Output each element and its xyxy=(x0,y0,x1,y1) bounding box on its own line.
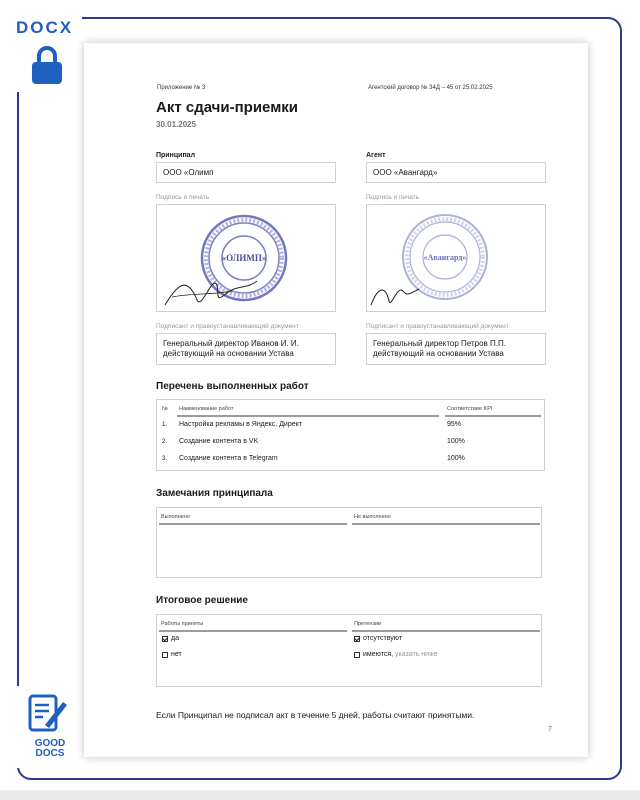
stamp-right-text: «Авангард» xyxy=(423,253,467,262)
decision-header-accepted: Работы приняты xyxy=(161,621,204,627)
page-number: 7 xyxy=(548,726,552,733)
remarks-section-title: Замечания принципала xyxy=(156,488,273,499)
works-row-2-kpi: 100% xyxy=(447,438,465,445)
document-title: Акт сдачи-приемки xyxy=(156,99,299,116)
works-row-3-num: 3. xyxy=(162,456,168,462)
works-row-2-num: 2. xyxy=(162,439,168,445)
signature-label-left: Подпись и печать xyxy=(156,194,210,201)
remarks-rule-done xyxy=(159,523,347,525)
works-header-num: № xyxy=(162,406,168,412)
footer-note: Если Принципал не подписал акт в течение 5 дней, работы считают принятыми. xyxy=(156,710,475,720)
accepted-yes-label: да xyxy=(171,635,179,642)
works-header-name: Наименование работ xyxy=(179,406,234,412)
docx-format-label: DOCX xyxy=(16,18,74,37)
stamp-avangard xyxy=(367,205,545,311)
lock-icon xyxy=(30,44,64,86)
brand-line-1: GOOD xyxy=(34,738,66,749)
works-row-1-num: 1. xyxy=(162,422,168,428)
bottom-strip xyxy=(0,790,640,800)
decision-header-claims: Претензии xyxy=(354,621,382,627)
signer-right-line-1: Генеральный директор Петров П.П. xyxy=(373,339,506,348)
remarks-rule-not-done xyxy=(352,523,540,525)
accepted-yes-checkbox[interactable] xyxy=(162,636,168,642)
works-row-1-kpi: 95% xyxy=(447,421,462,428)
remarks-header-not-done: Не выполнено xyxy=(354,514,391,520)
signature-box-right xyxy=(366,204,546,312)
principal-label: Принципал xyxy=(156,152,196,159)
stamp-olimp xyxy=(157,205,335,311)
works-row-1-name: Настройка рекламы в Яндекс. Директ xyxy=(179,421,302,428)
claims-none-checkbox[interactable] xyxy=(354,636,360,642)
brand-line-2: DOCS xyxy=(35,748,65,759)
document-date: 30.01.2025 xyxy=(156,120,197,129)
decision-rule-claims xyxy=(352,630,540,632)
claims-exist-hint: указать ниже xyxy=(395,651,438,658)
signer-field-left xyxy=(156,333,336,365)
works-header-rule-name xyxy=(177,415,439,417)
contract-reference: Агентский договор № 34Д – 45 от 25.02.2025 xyxy=(368,85,493,91)
decision-table xyxy=(156,614,542,687)
document-pen-icon xyxy=(27,692,69,734)
works-table xyxy=(156,399,545,471)
works-row-3-name: Создание контента в Telegram xyxy=(179,455,278,462)
decision-rule-accepted xyxy=(159,630,347,632)
stamp-left-text: «ОЛИМП» xyxy=(221,253,267,263)
principal-field: ООО «Олимп xyxy=(156,162,336,183)
signer-label-right: Подписант и правоустанавливающий документ xyxy=(366,323,509,330)
works-row-3-kpi: 100% xyxy=(447,455,465,462)
works-section-title: Перечень выполненных работ xyxy=(156,381,309,392)
decision-section-title: Итоговое решение xyxy=(156,595,248,606)
works-header-kpi: Соответствие KPI xyxy=(447,406,493,412)
accepted-no-label: нет xyxy=(171,651,182,658)
signature-label-right: Подпись и печать xyxy=(366,194,420,201)
agent-field: ООО «Авангард» xyxy=(366,162,546,183)
claims-exist-checkbox[interactable] xyxy=(354,652,360,658)
signer-right-line-2: действующий на основании Устава xyxy=(373,349,504,358)
signer-left-line-1: Генеральный директор Иванов И. И. xyxy=(163,339,299,348)
signer-field-right xyxy=(366,333,546,365)
remarks-header-done: Выполнено xyxy=(161,514,190,520)
appendix-label: Приложение № 3 xyxy=(157,85,206,91)
signature-box-left xyxy=(156,204,336,312)
works-row-2-name: Создание контента в VK xyxy=(179,438,259,445)
claims-none-label: отсутствуют xyxy=(363,635,403,642)
signer-label-left: Подписант и правоустанавливающий документ xyxy=(156,323,299,330)
brand-logo-text xyxy=(27,739,73,759)
claims-exist-label: имеются, xyxy=(363,651,394,658)
document-page xyxy=(84,43,588,757)
claims-exist-option xyxy=(363,651,438,658)
remarks-table xyxy=(156,507,542,578)
agent-label: Агент xyxy=(366,152,386,159)
signer-left-line-2: действующий на основании Устава xyxy=(163,349,294,358)
works-header-rule-kpi xyxy=(445,415,541,417)
accepted-no-checkbox[interactable] xyxy=(162,652,168,658)
